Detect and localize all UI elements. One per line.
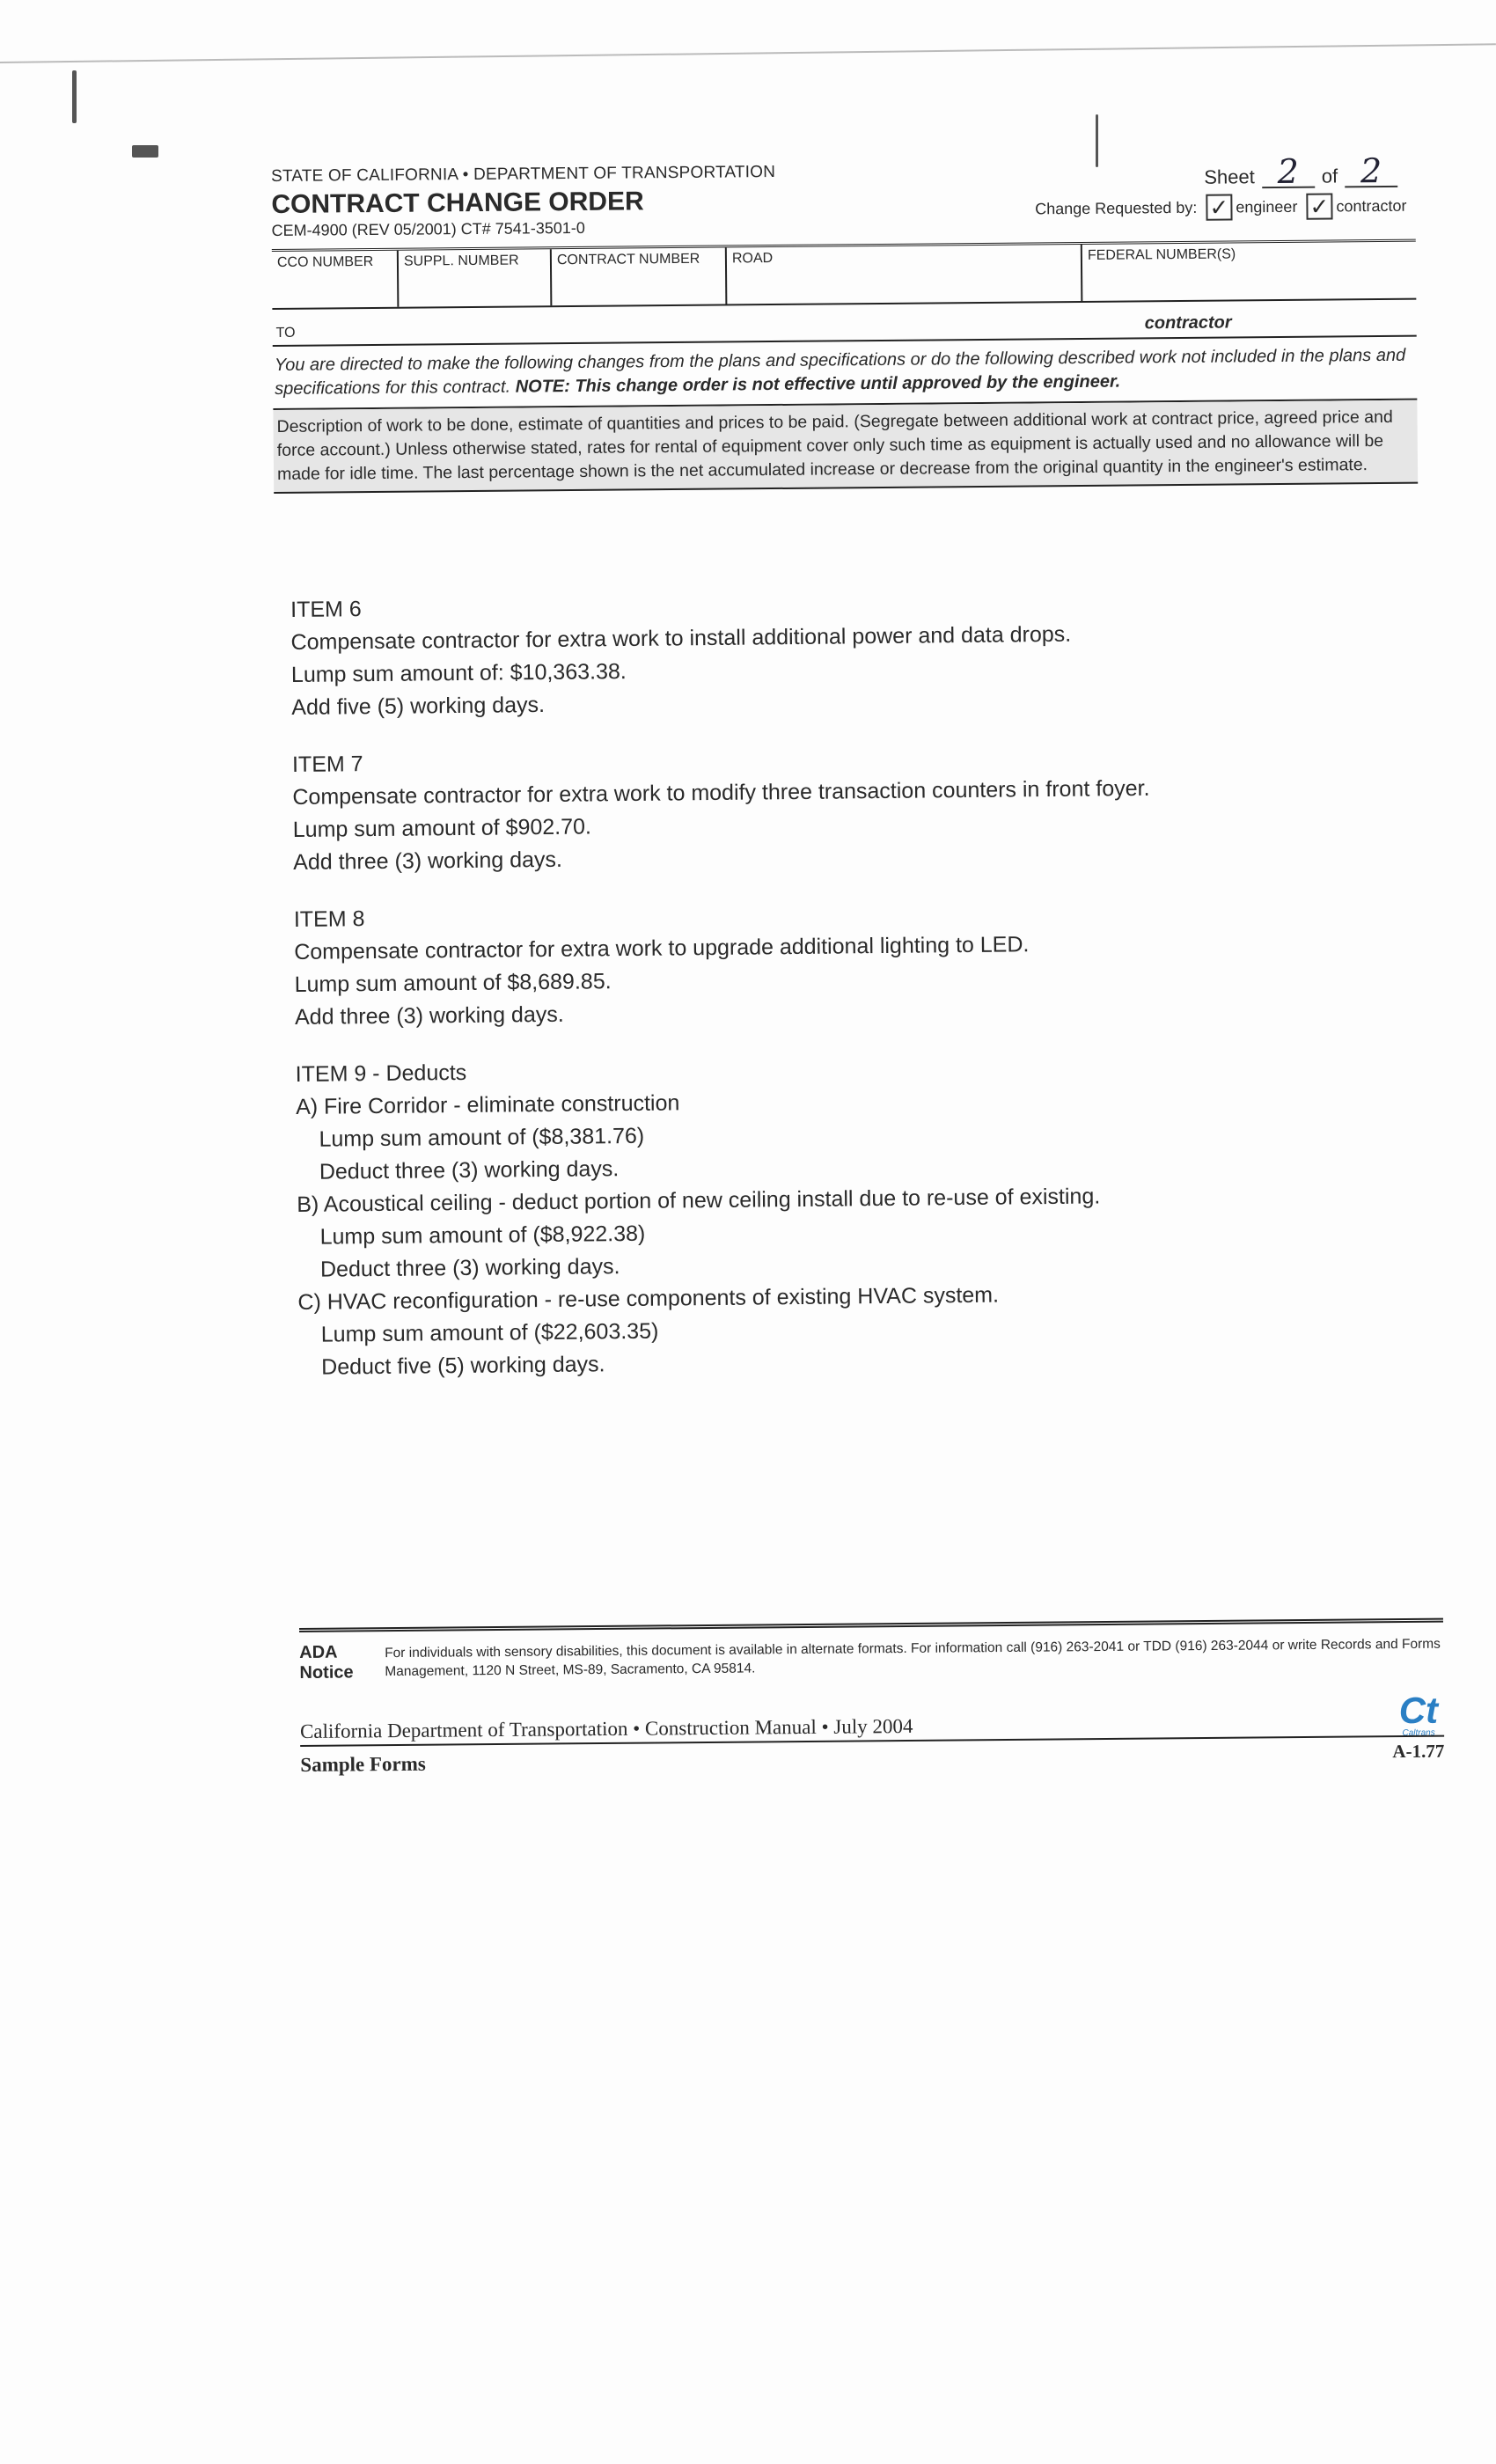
- agency-line: STATE OF CALIFORNIA • DEPARTMENT OF TRANSPORTATION: [271, 162, 776, 186]
- checkmark-icon: ✓: [1206, 194, 1232, 220]
- item-amount: Lump sum amount of $902.70.: [292, 814, 592, 842]
- change-requested-by: [1035, 193, 1406, 223]
- logo-caption: Caltrans: [1402, 1727, 1435, 1739]
- deduct-b-amount: Lump sum amount of ($8,922.38): [319, 1221, 646, 1250]
- manual-text: California Department of Transportation • Construction Manual • July 2004: [299, 1714, 913, 1742]
- scan-speck: [72, 70, 77, 123]
- directive-text: [273, 337, 1418, 410]
- sheet-label: Sheet: [1204, 165, 1255, 188]
- number-fields-row: [272, 239, 1417, 310]
- of-label: of: [1321, 165, 1338, 187]
- road-label: ROAD: [731, 251, 774, 267]
- item-description: Compensate contractor for extra work to upgrade additional lighting to LED.: [294, 932, 1030, 964]
- federal-number-label: FEDERAL NUMBER(S): [1087, 246, 1236, 263]
- ada-notice: [299, 1633, 1443, 1683]
- requested-by-label: Change Requested by:: [1035, 198, 1198, 217]
- page-footer: [299, 1618, 1444, 1777]
- item-heading: ITEM 9 - Deducts: [295, 1060, 467, 1087]
- deduct-a-amount: Lump sum amount of ($8,381.76): [319, 1123, 645, 1152]
- engineer-checkbox[interactable]: [1206, 194, 1297, 221]
- suppl-number-field[interactable]: [399, 249, 553, 307]
- item-9: [296, 1048, 1311, 1384]
- sheet-indicator: [1204, 150, 1397, 192]
- item-heading: ITEM 6: [290, 597, 362, 622]
- cco-number-field[interactable]: [272, 251, 400, 308]
- suppl-number-label: SUPPL. NUMBER: [403, 253, 519, 269]
- item-8: [294, 893, 1307, 1034]
- item-amount: Lump sum amount of $8,689.85.: [294, 969, 612, 997]
- item-amount: Lump sum amount of: $10,363.38.: [290, 659, 627, 687]
- item-days: Add three (3) working days.: [294, 1001, 564, 1030]
- deduct-c-days: Deduct five (5) working days.: [321, 1352, 605, 1380]
- directive-note: NOTE: This change order is not effective until approved by the engineer.: [515, 371, 1121, 397]
- form-title: CONTRACT CHANGE ORDER: [271, 187, 644, 219]
- item-days: Add three (3) working days.: [293, 847, 563, 875]
- deduct-b-title: B) Acoustical ceiling - deduct portion of new ceiling install due to re-use of existing.: [297, 1184, 1101, 1217]
- caltrans-logo-icon: Ct Caltrans: [1391, 1693, 1446, 1739]
- federal-number-field[interactable]: [1082, 242, 1417, 301]
- to-value: contractor: [1144, 312, 1232, 334]
- cco-number-label: CCO NUMBER: [276, 253, 374, 270]
- item-heading: ITEM 7: [291, 752, 363, 777]
- checkmark-icon: ✓: [1306, 193, 1332, 219]
- item-7: [292, 738, 1305, 879]
- to-label: TO: [275, 325, 296, 341]
- deduct-c-amount: Lump sum amount of ($22,603.35): [320, 1318, 659, 1347]
- contractor-checkbox[interactable]: [1306, 193, 1406, 220]
- deduct-b-days: Deduct three (3) working days.: [319, 1254, 620, 1282]
- item-days: Add five (5) working days.: [291, 692, 546, 720]
- scan-edge-line: [0, 43, 1496, 63]
- form-number: CEM-4900 (REV 05/2001) CT# 7541-3501-0: [271, 218, 585, 239]
- item-6: [290, 583, 1303, 724]
- contract-number-label: CONTRACT NUMBER: [556, 251, 700, 268]
- item-description: Compensate contractor for extra work to install additional power and data drops.: [290, 621, 1072, 655]
- ada-title: ADA Notice: [299, 1642, 354, 1683]
- sheet-number: 2: [1262, 157, 1315, 189]
- directive-body: You are directed to make the following changes from the plans and specifications or do the following described work not included in the plans and specifications for this contract.: [274, 345, 1406, 399]
- description-instructions: Description of work to be done, estimate of quantities and prices to be paid. (Segregate between additional work at contract price, agreed price and force account.) Unless otherwise stated, rates for rental of equipment cover only such time as equipment is actually used and no allowance will be made for idle time. The last percentage shown is the net accumulated increase or decrease from the original quantity in the engineer's estimate.: [273, 400, 1418, 494]
- ada-text: For individuals with sensory disabilities, this document is available in alternate formats. For information call (916) 263-2041 or TDD (916) 263-2044 or write Records and Forms Management, 1120 N Street, MS-89, Sacramento, CA 95814.: [385, 1636, 1441, 1680]
- sheet-total: 2: [1345, 156, 1397, 188]
- scan-speck: [132, 145, 158, 158]
- contractor-label: contractor: [1336, 196, 1407, 215]
- contract-number-field[interactable]: [552, 247, 728, 305]
- item-heading: ITEM 8: [293, 906, 365, 932]
- deduct-a-days: Deduct three (3) working days.: [319, 1156, 620, 1184]
- page-number: A-1.77: [1392, 1740, 1445, 1763]
- deduct-c-title: C) HVAC reconfiguration - re-use components of existing HVAC system.: [297, 1282, 1000, 1315]
- engineer-label: engineer: [1236, 197, 1298, 216]
- deduct-a-title: A) Fire Corridor - eliminate construction: [295, 1090, 680, 1119]
- road-field[interactable]: [727, 245, 1083, 304]
- manual-title: [299, 1711, 1445, 1763]
- item-description: Compensate contractor for extra work to modify three transaction counters in front foyer.: [292, 775, 1150, 810]
- form-header: [271, 150, 1418, 494]
- footer-divider: [299, 1618, 1443, 1632]
- section-title: Sample Forms: [300, 1752, 426, 1776]
- change-items: [290, 583, 1311, 1409]
